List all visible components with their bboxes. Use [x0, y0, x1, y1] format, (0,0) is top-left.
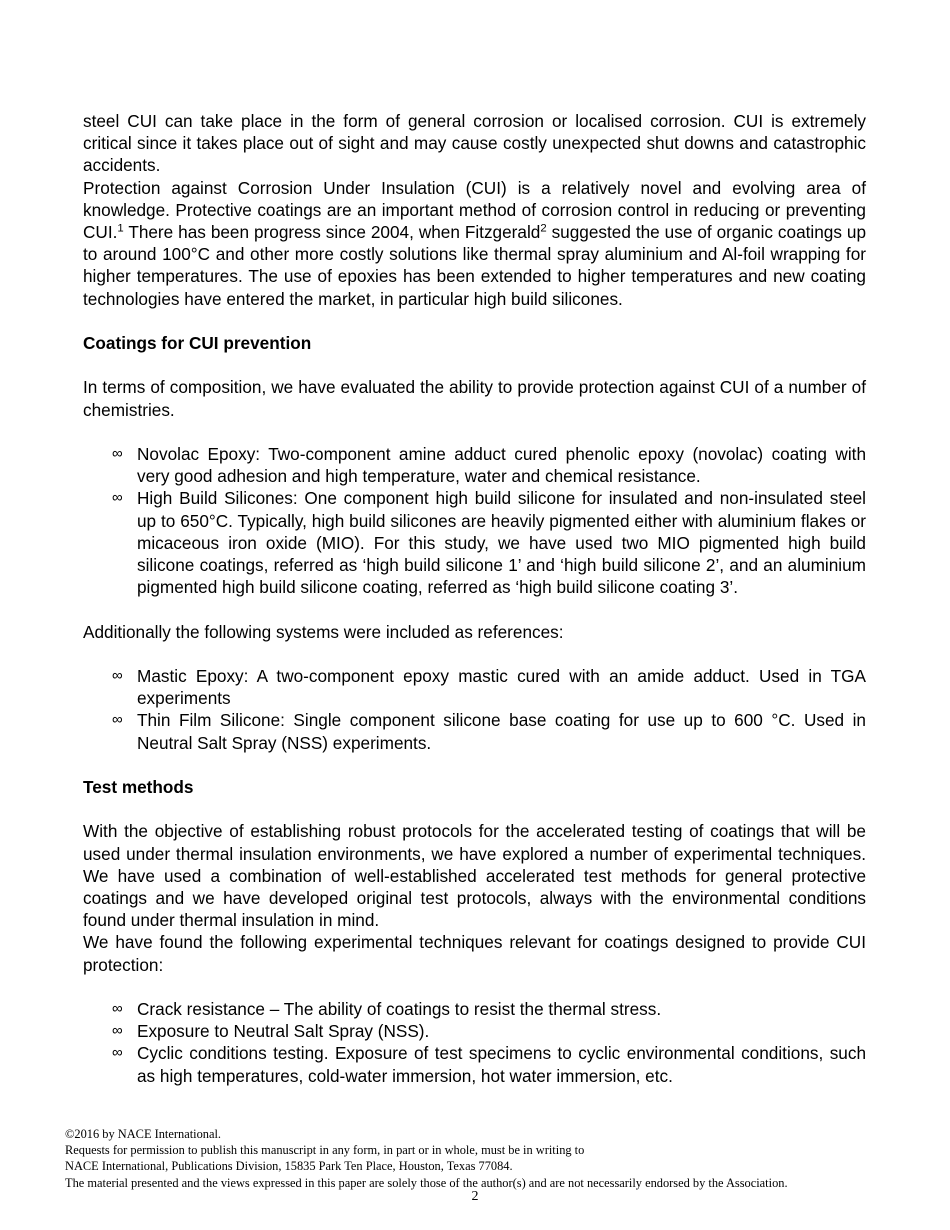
bullet-list-techniques — [83, 998, 866, 1087]
page-footer-copyright — [65, 1126, 865, 1191]
spacer — [83, 310, 866, 332]
infinity-bullet-icon: ∞ — [112, 445, 123, 462]
paragraph-test-objective: With the objective of establishing robust protocols for the accelerated testing of coatings that will be used under thermal insulation environments, we have explored a number of experimental techniques. We have used a combination of well-established accelerated test methods for general protective coatings and we have developed original test protocols, always with the environmental conditions found under thermal insulation in mind. — [83, 821, 866, 931]
spacer — [83, 421, 866, 443]
infinity-bullet-icon: ∞ — [112, 1000, 123, 1017]
spacer — [83, 354, 866, 376]
footer-line-address: NACE International, Publications Division, 15835 Park Ten Place, Houston, Texas 77084. — [65, 1159, 513, 1174]
infinity-bullet-icon: ∞ — [112, 1022, 123, 1040]
list-item-text: Mastic Epoxy: A two-component epoxy mastic cured with an amide adduct. Used in TGA experiments — [137, 666, 866, 709]
list-item-text: High Build Silicones: One component high build silicone for insulated and non-insulated steel up to 650°C. Typically, high build silicones are heavily pigmented either with aluminium flakes or micaceous iron oxide (MIO). For this study, we have used two MIO pigmented high build silicone coatings, referred as ‘high build silicone 1’ and ‘high build silicone 2’, and an aluminium pigmented high build silicone coating, referred as ‘high build silicone coating 3’. — [137, 488, 866, 598]
spacer — [83, 798, 866, 820]
list-item-text: Crack resistance – The ability of coatings to resist the thermal stress. — [137, 999, 662, 1019]
footer-line-copyright: ©2016 by NACE International. — [65, 1127, 222, 1141]
paragraph-protection-part2: There has been progress since 2004, when Fitzgerald — [123, 222, 541, 243]
paragraph-intro-continued: steel CUI can take place in the form of general corrosion or localised corrosion. CUI is extremely critical since it takes place out of sight and may cause costly unexpected shut downs and catastrophic accidents. — [83, 111, 866, 176]
spacer — [83, 976, 866, 998]
infinity-bullet-icon: ∞ — [112, 711, 123, 729]
list-item-text: Cyclic conditions testing. Exposure of test specimens to cyclic environmental conditions, such as high temperatures, cold-water immersion, hot water immersion, etc. — [137, 1043, 866, 1086]
list-item — [83, 1042, 866, 1086]
footnote-ref-1: 1 — [117, 222, 124, 235]
page-number: 2 — [471, 1189, 479, 1204]
list-item — [83, 1020, 866, 1042]
paragraph-protection-part1: Protection against Corrosion Under Insulation (CUI) is a relatively novel and evolving area of knowledge. Protective coatings are an important method of corrosion control in reducing or preventing CUI. — [83, 177, 866, 243]
list-item — [83, 998, 866, 1020]
bullet-list-composition — [83, 443, 866, 598]
footer-line-disclaimer: The material presented and the views expressed in this paper are solely those of the author(s) and are not necessarily endorsed by the Association. — [65, 1175, 788, 1190]
footnote-ref-2: 2 — [540, 222, 547, 235]
spacer — [83, 598, 866, 620]
paragraph-protection-part3: suggested the use of organic coatings up to around 100°C and other more costly solutions like thermal spray aluminium and Al-foil wrapping for higher temperatures. The use of epoxies has been extended to higher temperatures and new coating technologies have entered the market, in particular high build silicones. — [83, 222, 867, 309]
list-item-text: Thin Film Silicone: Single component silicone base coating for use up to 600 °C. Used in Neutral Salt Spray (NSS) experiments. — [137, 710, 866, 753]
infinity-bullet-icon: ∞ — [112, 1044, 123, 1062]
infinity-bullet-icon: ∞ — [112, 489, 123, 507]
paragraph-composition: In terms of composition, we have evaluated the ability to provide protection against CUI of a number of chemistries. — [83, 377, 866, 420]
infinity-bullet-icon: ∞ — [112, 667, 123, 684]
document-body — [83, 110, 866, 1087]
footer-line-permission: Requests for permission to publish this manuscript in any form, in part or in whole, must be in writing to — [65, 1143, 585, 1158]
bullet-list-references — [83, 665, 866, 754]
list-item-text: Exposure to Neutral Salt Spray (NSS). — [137, 1021, 430, 1042]
list-item-text: Novolac Epoxy: Two-component amine adduct cured phenolic epoxy (novolac) coating with very good adhesion and high temperature, water and chemical resistance. — [137, 444, 866, 487]
paragraph-protection-cui — [83, 177, 866, 310]
paragraph-additional-systems: Additionally the following systems were included as references: — [83, 621, 564, 642]
list-item — [83, 665, 866, 709]
paragraph-techniques-intro: We have found the following experimental techniques relevant for coatings designed to provide CUI protection: — [83, 932, 866, 975]
list-item — [83, 487, 866, 598]
spacer — [83, 643, 866, 665]
heading-coatings-for-cui-prevention: Coatings for CUI prevention — [83, 333, 312, 354]
spacer — [83, 754, 866, 776]
heading-test-methods: Test methods — [83, 777, 194, 797]
list-item — [83, 443, 866, 487]
list-item — [83, 709, 866, 753]
